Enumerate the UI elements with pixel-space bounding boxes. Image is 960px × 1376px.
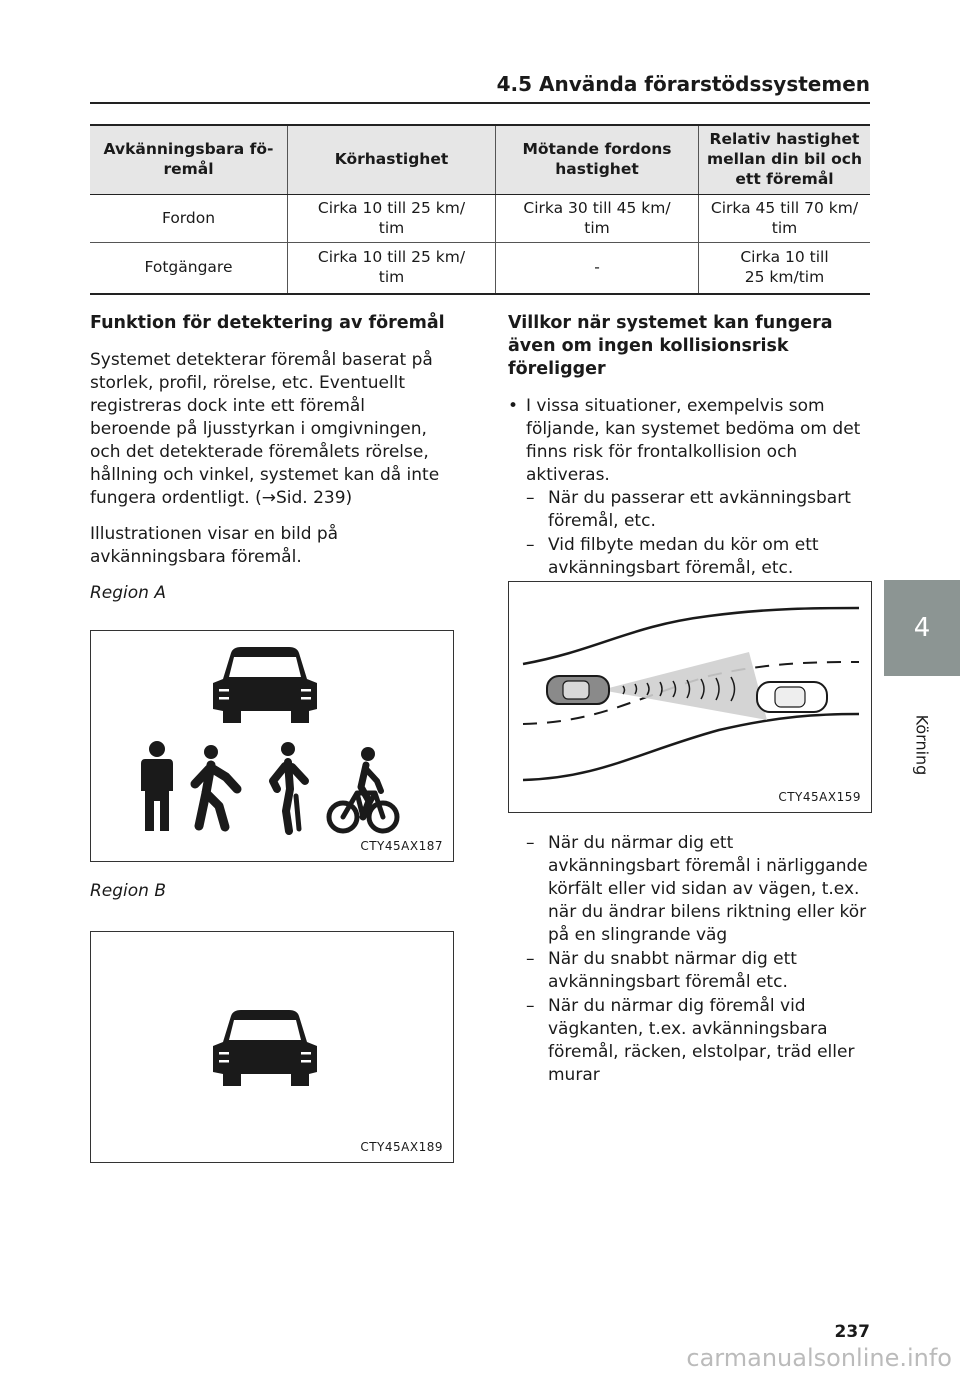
cyclist-icon <box>329 747 397 831</box>
table-cell: Cirka 10 till 25 km/ tim <box>288 243 496 295</box>
list-item: – När du närmar dig föremål vid vägkanten, t.ex. avkänningsbara föremål, räcken, elstolpar, träd eller murar <box>526 995 870 1087</box>
table-cell: Cirka 10 till 25 km/tim <box>699 243 871 295</box>
chapter-tab-label <box>884 700 960 790</box>
table-cell: Fotgängare <box>144 258 233 277</box>
list-item <box>508 395 870 580</box>
car-illustration <box>91 932 453 1162</box>
pedestrian-walking-icon <box>195 745 237 827</box>
section-title-conditions: Villkor när systemet kan fungera även om ingen kollisionsrisk föreligger <box>508 313 833 379</box>
dash-list <box>526 487 870 580</box>
car-front-icon <box>213 1010 317 1086</box>
speed-table <box>90 124 870 295</box>
figure-lane-change <box>508 581 872 813</box>
figure-region-b <box>90 931 454 1163</box>
table-row <box>90 243 870 295</box>
table-cell: - <box>496 243 699 295</box>
dash-list <box>526 832 870 1087</box>
table-header-row <box>90 125 870 195</box>
table-row <box>90 195 870 243</box>
list-item: – När du snabbt närmar dig ett avkänningsbart föremål etc. <box>526 948 870 994</box>
table-header-cell: Mötande fordons hastighet <box>496 125 699 195</box>
table-cell: Fordon <box>90 195 288 243</box>
detection-paragraph: Systemet detekterar föremål baserat på storlek, profil, rörelse, etc. Eventuellt registreras dock inte ett föremål beroende på ljusstyrkan i omgivningen, och det detekterade föremålets rörelse, hållning och vinkel, systemet kan då inte fungera ordentligt. (→Sid. 239) <box>90 350 440 508</box>
figure-code: CTY45AX159 <box>778 790 861 804</box>
section-title-detection: Funktion för detektering av föremål <box>90 313 445 333</box>
bullet-text: I vissa situationer, exempelvis som följande, kan systemet bedöma om det finns risk för frontalkollision och aktiveras. <box>526 396 861 485</box>
pedestrian-with-bicycle-icon <box>273 742 305 831</box>
detectable-objects-illustration <box>91 631 453 861</box>
figure-code: CTY45AX187 <box>360 839 443 853</box>
illustration-paragraph: Illustrationen visar en bild på avkänningsbara föremål. <box>90 524 339 567</box>
table-header-cell: Relativ hastighet mellan din bil och ett föremål <box>699 125 871 195</box>
right-column-continued <box>508 832 870 1088</box>
chapter-tab-number: 4 <box>884 580 960 676</box>
section-header: 4.5 Använda förarstödssystemen <box>496 72 870 96</box>
header-rule <box>90 102 870 104</box>
own-car-icon <box>547 676 609 704</box>
page-number: 237 <box>834 1322 870 1342</box>
table-cell: Cirka 10 till 25 km/ tim <box>288 195 496 243</box>
table-header-cell: Avkänningsbara fö- remål <box>90 125 288 195</box>
figure-code: CTY45AX189 <box>360 1140 443 1154</box>
car-front-icon <box>213 647 317 723</box>
table-cell: Cirka 30 till 45 km/ tim <box>496 195 699 243</box>
table-header-cell: Körhastighet <box>288 125 496 195</box>
right-column <box>508 312 870 582</box>
list-item: – När du närmar dig ett avkänningsbart föremål i närliggande körfält eller vid sidan av vägen, t.ex. när du ändrar bilens riktning eller kör på en slingrande väg <box>526 832 870 947</box>
list-item: – När du passerar ett avkänningsbart föremål, etc. <box>526 487 870 533</box>
conditions-list <box>508 395 870 580</box>
detected-car-icon <box>757 682 827 712</box>
figure-region-a <box>90 630 454 862</box>
left-column <box>90 312 450 618</box>
region-a-label: Region A <box>90 583 166 603</box>
table-cell: Cirka 45 till 70 km/ tim <box>699 195 871 243</box>
chapter-label-text: Körning <box>912 714 932 776</box>
overtaking-illustration <box>509 582 871 812</box>
pedestrian-standing-icon <box>141 741 173 831</box>
footer-watermark: carmanualsonline.info <box>686 1344 952 1372</box>
list-item: – Vid filbyte medan du kör om ett avkänningsbart föremål, etc. <box>526 534 870 580</box>
region-b-label: Region B <box>90 881 167 901</box>
